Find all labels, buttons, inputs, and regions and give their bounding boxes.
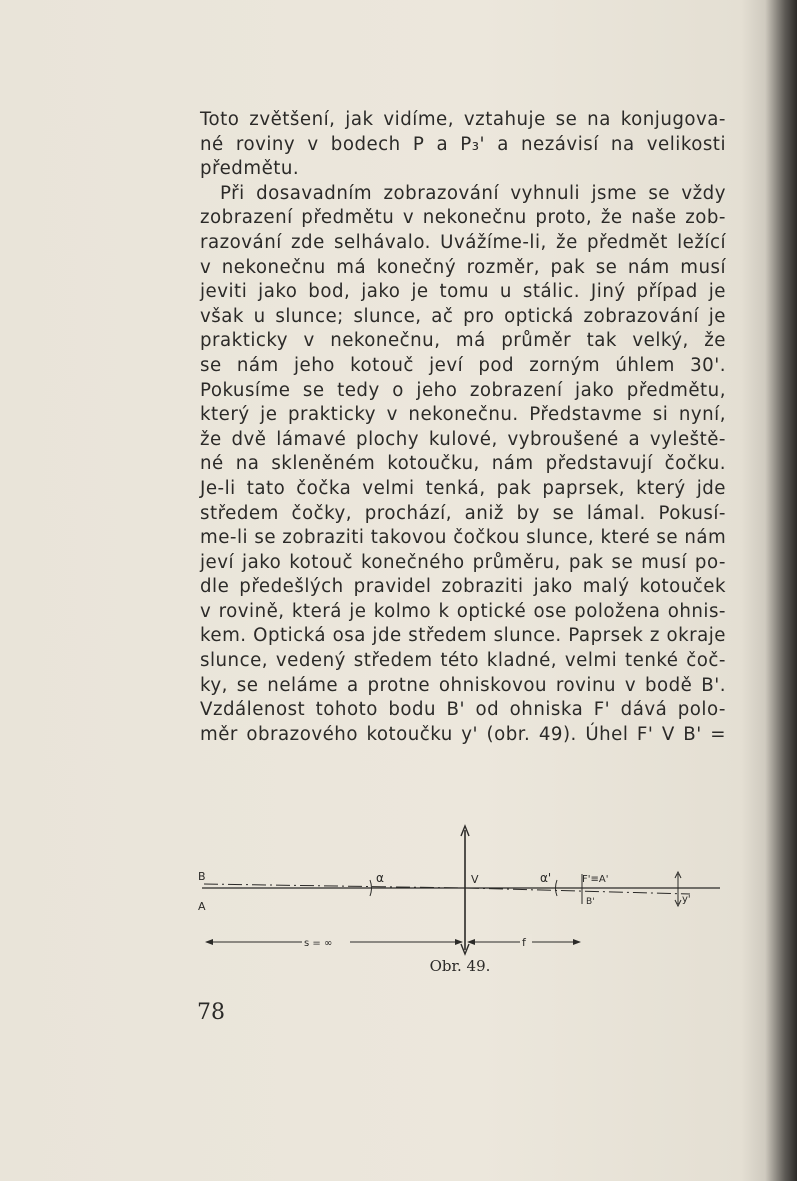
- label-y-prime: y': [682, 894, 691, 905]
- text-line: však u slunce; slunce, ač pro optická zobrazování je: [200, 305, 726, 327]
- text-line: prakticky v nekonečnu, má průměr tak velký, že: [200, 330, 726, 352]
- text-line: Pokusíme se tedy o jeho zobrazení jako předmětu,: [200, 379, 726, 401]
- body-text: [200, 108, 726, 747]
- label-f: f: [522, 936, 526, 949]
- page-number: 78: [197, 1000, 225, 1025]
- outgoing-ray: [465, 888, 690, 894]
- label-alpha-prime: α': [540, 871, 552, 885]
- label-b: B: [198, 870, 206, 883]
- text-line: jeviti jako bod, jako je tomu u stálic. Jiný případ je: [200, 281, 726, 303]
- text-line: razování zde selhávalo. Uvážíme-li, že předmět ležící: [200, 231, 726, 253]
- text-line: ky, se neláme a protne ohniskovou rovinu v bodě B'.: [200, 674, 726, 696]
- label-b-prime: B': [586, 897, 595, 907]
- label-alpha: α: [376, 871, 384, 885]
- text-line: že dvě lámavé plochy kulové, vybroušené a vyleště-: [200, 428, 726, 450]
- text-line: středem čočky, prochází, aniž by se lámal. Pokusí-: [200, 502, 726, 524]
- label-v: V: [471, 873, 479, 886]
- text-line: dle předešlých pravidel zobraziti jako malý kotouček: [200, 576, 726, 598]
- text-line: zobrazení předmětu v nekonečnu proto, že naše zob-: [200, 207, 726, 229]
- text-line: kem. Optická osa jde středem slunce. Paprsek z okraje: [200, 625, 726, 647]
- text-line: se nám jeho kotouč jeví pod zorným úhlem 30'.: [200, 354, 726, 376]
- label-a: A: [198, 900, 206, 913]
- text-line: v nekonečnu má konečný rozměr, pak se nám musí: [200, 256, 726, 278]
- text-line: Toto zvětšení, jak vidíme, vztahuje se na konjugova-: [200, 109, 726, 130]
- text-line: jeví jako kotouč konečného průměru, pak se musí po-: [200, 551, 726, 573]
- text-line: Je-li tato čočka velmi tenká, pak paprsek, který jde: [200, 477, 726, 499]
- text-line: předmětu.: [200, 158, 300, 180]
- text-line: né na skleněném kotoučku, nám představují čočku.: [200, 453, 726, 475]
- label-f-a: F'≡A': [582, 874, 609, 885]
- text-line: né roviny v bodech P a P₃' a nezávisí na velikosti: [200, 133, 726, 155]
- label-s: s = ∞: [304, 938, 333, 949]
- text-line: me-li se zobraziti takovou čočkou slunce, které se nám: [200, 527, 727, 549]
- text-line: Vzdálenost tohoto bodu B' od ohniska F' dává polo-: [200, 699, 726, 721]
- figure-caption: Obr. 49.: [429, 957, 491, 975]
- text-line: Při dosavadním zobrazování vyhnuli jsme se vždy: [220, 182, 726, 204]
- text-line: v rovině, která je kolmo k optické ose položena ohnis-: [200, 600, 726, 622]
- text-line: slunce, vedený středem této kladné, velmi tenké čoč-: [200, 650, 726, 672]
- text-line: který je prakticky v nekonečnu. Představme si nyní,: [200, 404, 726, 426]
- text-line: měr obrazového kotoučku y' (obr. 49). Úhel F' V B' =: [200, 723, 726, 745]
